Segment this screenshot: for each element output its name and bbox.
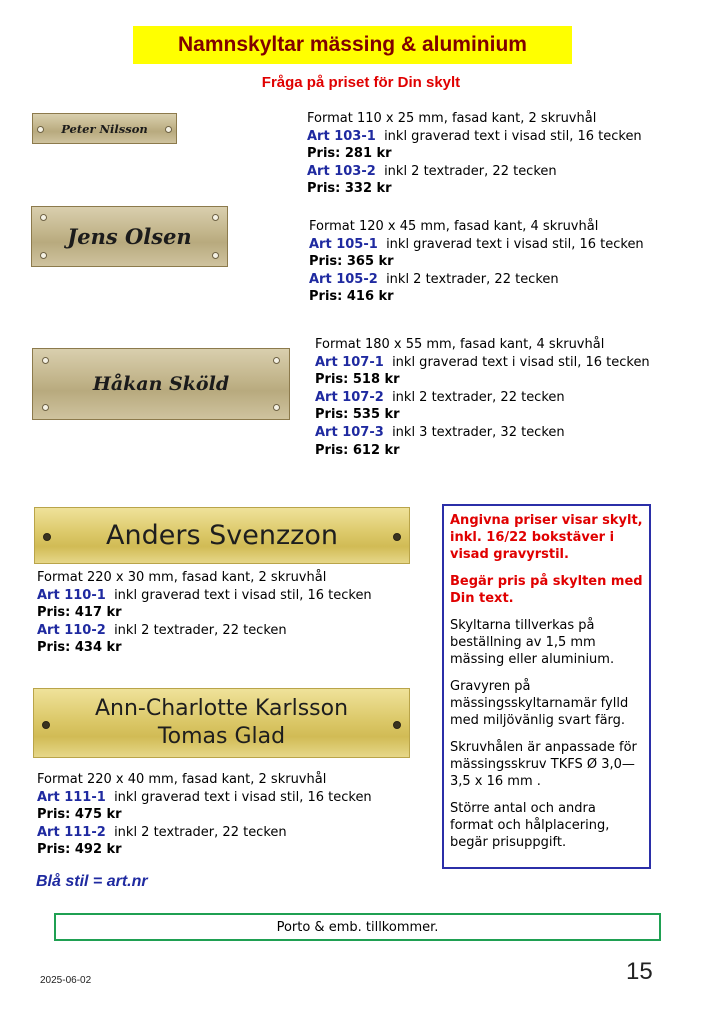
format-text: Format 220 x 40 mm, fasad kant, 2 skruvhål <box>37 772 327 787</box>
shipping-note-text: Porto & emb. tillkommer. <box>276 919 439 935</box>
price: Pris: 475 kr <box>37 807 122 823</box>
price: Pris: 332 kr <box>307 181 392 197</box>
art-description: inkl graverad text i visad stil, 16 tecken <box>386 236 644 252</box>
art-number: Art 105-1 <box>309 236 378 252</box>
format-text: Format 180 x 55 mm, fasad kant, 4 skruvhål <box>315 337 605 352</box>
art-description: inkl graverad text i visad stil, 16 tecken <box>114 789 372 805</box>
art-number: Art 107-1 <box>315 354 384 370</box>
art-number: Art 107-2 <box>315 389 384 405</box>
plate-image-peter-nilsson <box>32 113 177 144</box>
info-screws: Skruvhålen är anpassade för mässingsskruv TKFS Ø 3,0—3,5 x 16 mm . <box>450 740 637 789</box>
art-number: Art 111-2 <box>37 824 106 840</box>
product-info-103 <box>307 110 642 198</box>
product-info-107 <box>315 336 650 459</box>
plate-text: Håkan Sköld <box>92 373 230 395</box>
art-description: inkl 3 textrader, 32 tecken <box>392 424 565 440</box>
price: Pris: 535 kr <box>315 407 400 423</box>
product-info-111 <box>37 771 372 859</box>
art-number: Art 103-2 <box>307 163 376 179</box>
info-price-note: Angivna priser visar skylt, inkl. 16/22 bokstäver i visad gravyrstil. <box>450 513 643 562</box>
price: Pris: 416 kr <box>309 289 394 305</box>
info-custom: Större antal och andra format och hålplacering, begär prisuppgift. <box>450 801 610 850</box>
page-title: Namnskyltar mässing & aluminium <box>133 26 572 64</box>
art-description: inkl graverad text i visad stil, 16 tecken <box>384 128 642 144</box>
info-engraving: Gravyren på mässingsskyltarnamär fylld med miljövänlig svart färg. <box>450 679 629 728</box>
art-description: inkl 2 textrader, 22 tecken <box>114 622 287 638</box>
art-number: Art 103-1 <box>307 128 376 144</box>
product-info-110 <box>37 569 372 657</box>
plate-image-anders-svenzzon <box>34 507 410 564</box>
plate-text: Anders Svenzzon <box>106 520 338 551</box>
plate-text: Jens Olsen <box>67 224 192 249</box>
info-box <box>442 504 651 869</box>
page-number: 15 <box>626 958 653 985</box>
art-number: Art 110-1 <box>37 587 106 603</box>
price: Pris: 365 kr <box>309 254 394 270</box>
info-material: Skyltarna tillverkas på beställning av 1,5 mm mässing eller aluminium. <box>450 618 615 667</box>
product-info-105 <box>309 218 644 306</box>
art-number: Art 105-2 <box>309 271 378 287</box>
price: Pris: 417 kr <box>37 605 122 621</box>
plate-text-line-1: Ann-Charlotte Karlsson <box>94 696 349 721</box>
art-description: inkl 2 textrader, 22 tecken <box>384 163 557 179</box>
price: Pris: 492 kr <box>37 842 122 858</box>
shipping-note <box>54 913 661 941</box>
art-description: inkl 2 textrader, 22 tecken <box>114 824 287 840</box>
price: Pris: 434 kr <box>37 640 122 656</box>
art-description: inkl 2 textrader, 22 tecken <box>392 389 565 405</box>
plate-text: Peter Nilsson <box>61 121 148 136</box>
price: Pris: 281 kr <box>307 146 392 162</box>
price: Pris: 518 kr <box>315 372 400 388</box>
format-text: Format 120 x 45 mm, fasad kant, 4 skruvhål <box>309 219 599 234</box>
date: 2025-06-02 <box>40 975 92 986</box>
legend-note: Blå stil = art.nr <box>36 873 148 890</box>
art-number: Art 111-1 <box>37 789 106 805</box>
format-text: Format 110 x 25 mm, fasad kant, 2 skruvhål <box>307 111 597 126</box>
plate-text-line-2: Tomas Glad <box>157 724 286 749</box>
format-text: Format 220 x 30 mm, fasad kant, 2 skruvhål <box>37 570 327 585</box>
art-description: inkl graverad text i visad stil, 16 tecken <box>392 354 650 370</box>
art-description: inkl graverad text i visad stil, 16 tecken <box>114 587 372 603</box>
plate-image-ann-charlotte-karlsson <box>33 688 410 758</box>
subtitle: Fråga på priset för Din skylt <box>261 74 461 91</box>
art-number: Art 107-3 <box>315 424 384 440</box>
price: Pris: 612 kr <box>315 442 400 458</box>
info-request-note: Begär pris på skylten med Din text. <box>450 574 643 606</box>
art-number: Art 110-2 <box>37 622 106 638</box>
art-description: inkl 2 textrader, 22 tecken <box>386 271 559 287</box>
plate-image-jens-olsen <box>31 206 228 267</box>
plate-image-hakan-skold <box>32 348 290 420</box>
